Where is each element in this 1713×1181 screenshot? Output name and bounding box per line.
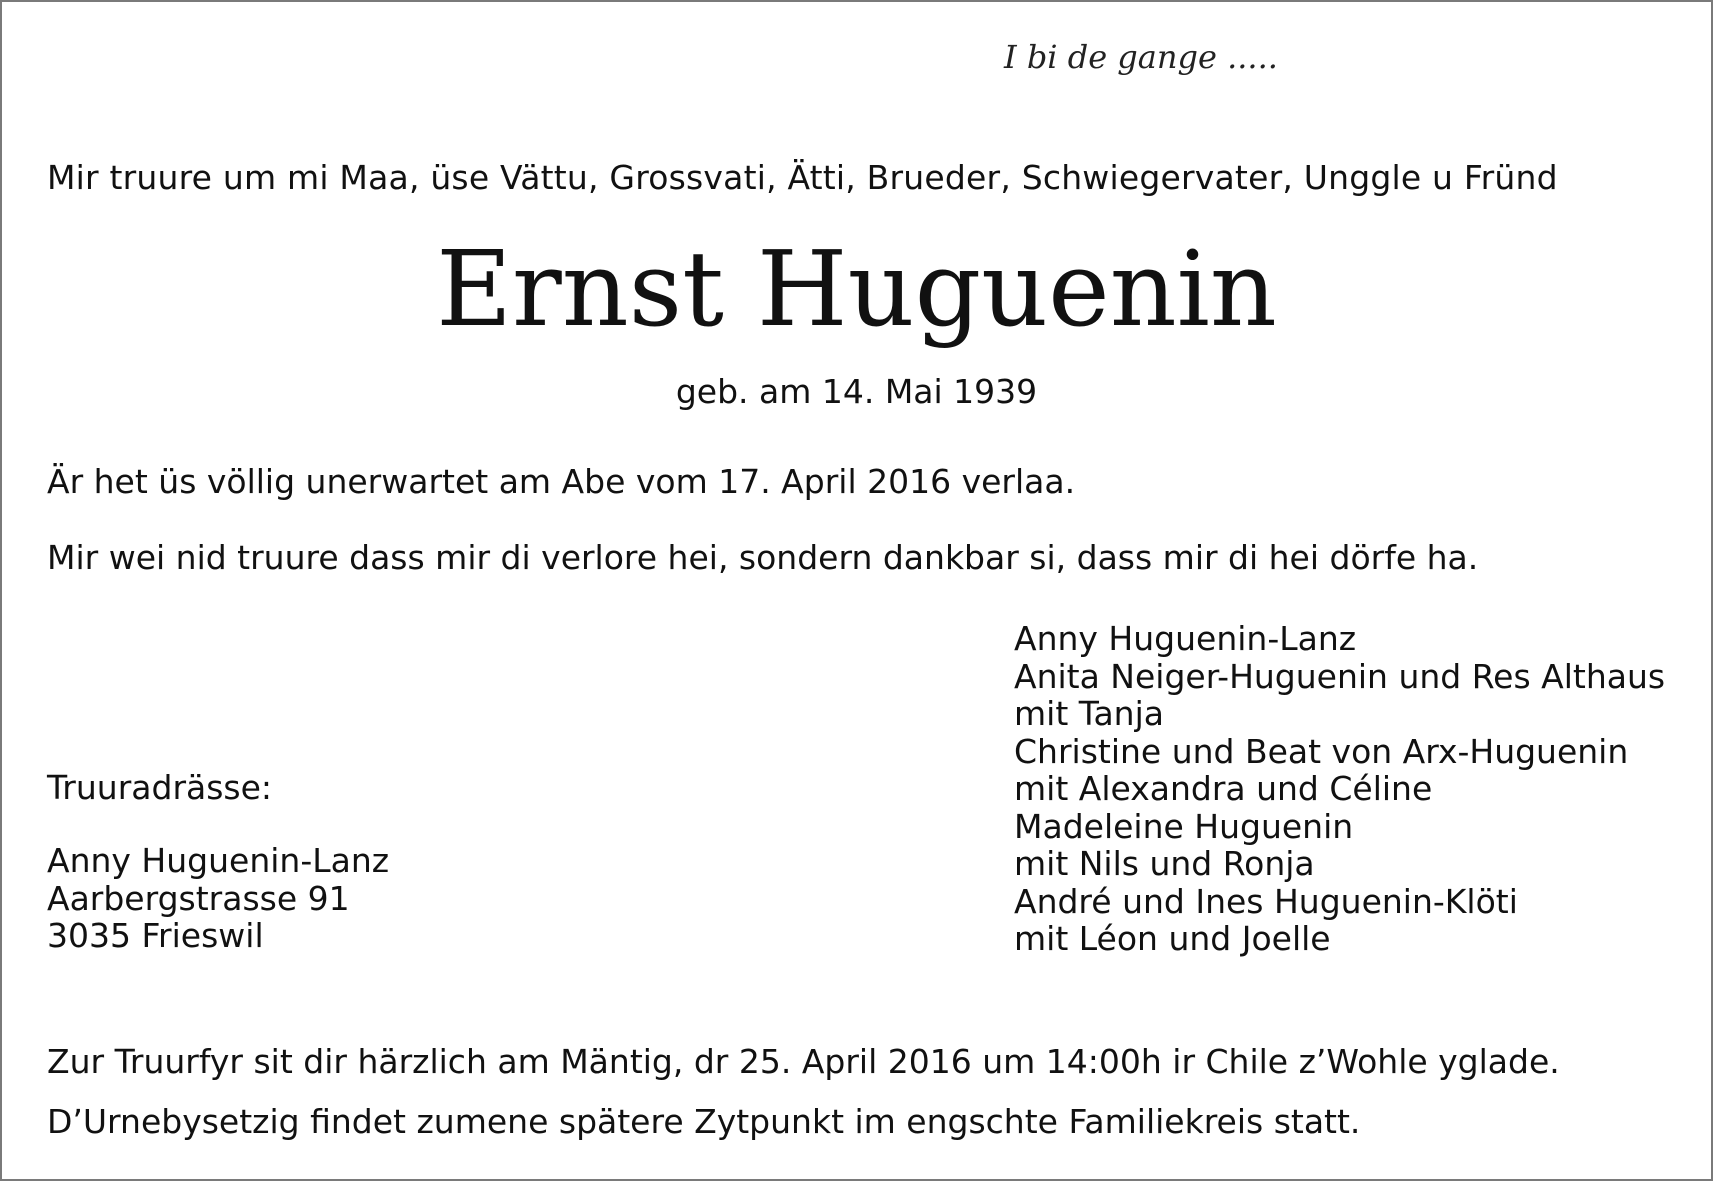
mourning-address	[47, 842, 389, 955]
mourner-line: mit Alexandra und Céline	[1014, 769, 1433, 808]
urn-burial-info: D’Urnebysetzig findet zumene spätere Zytpunkt im engschte Familiekreis statt.	[47, 1102, 1361, 1141]
mourner-line: mit Nils und Ronja	[1014, 844, 1315, 883]
motto: I bi de gange .....	[1004, 38, 1278, 76]
mourner-line: Anita Neiger-Huguenin und Res Althaus	[1014, 656, 1666, 696]
mourner-line: Anny Huguenin-Lanz	[1014, 619, 1357, 658]
deceased-name: Ernst Huguenin	[436, 228, 1277, 350]
mourner-line: Madeleine Huguenin	[1014, 806, 1354, 846]
intro-text: Mir truure um mi Maa, üse Vättu, Grossvati, Ätti, Brueder, Schwiegervater, Unggle u Fründ	[47, 158, 1558, 197]
address-line: Aarbergstrasse 91	[47, 878, 350, 918]
gratitude-text: Mir wei nid truure dass mir di verlore hei, sondern dankbar si, dass mir di hei dörfe ha.	[47, 538, 1479, 577]
address-line: 3035 Frieswil	[47, 916, 264, 955]
address-label: Truuradrässe:	[47, 768, 273, 807]
mourner-line: mit Tanja	[1014, 694, 1164, 733]
mourner-line: Christine und Beat von Arx-Huguenin	[1014, 731, 1629, 771]
mourners-list	[1014, 620, 1665, 958]
birth-date: geb. am 14. Mai 1939	[675, 372, 1038, 411]
service-info: Zur Truurfyr sit dir härzlich am Mäntig, dr 25. April 2016 um 14:00h ir Chile z’Wohle yglade.	[47, 1042, 1560, 1081]
address-line: Anny Huguenin-Lanz	[47, 841, 390, 880]
mourner-line: mit Léon und Joelle	[1014, 919, 1331, 958]
death-notice: Är het üs völlig unerwartet am Abe vom 17. April 2016 verlaa.	[47, 462, 1076, 501]
mourner-line: André und Ines Huguenin-Klöti	[1014, 881, 1518, 921]
